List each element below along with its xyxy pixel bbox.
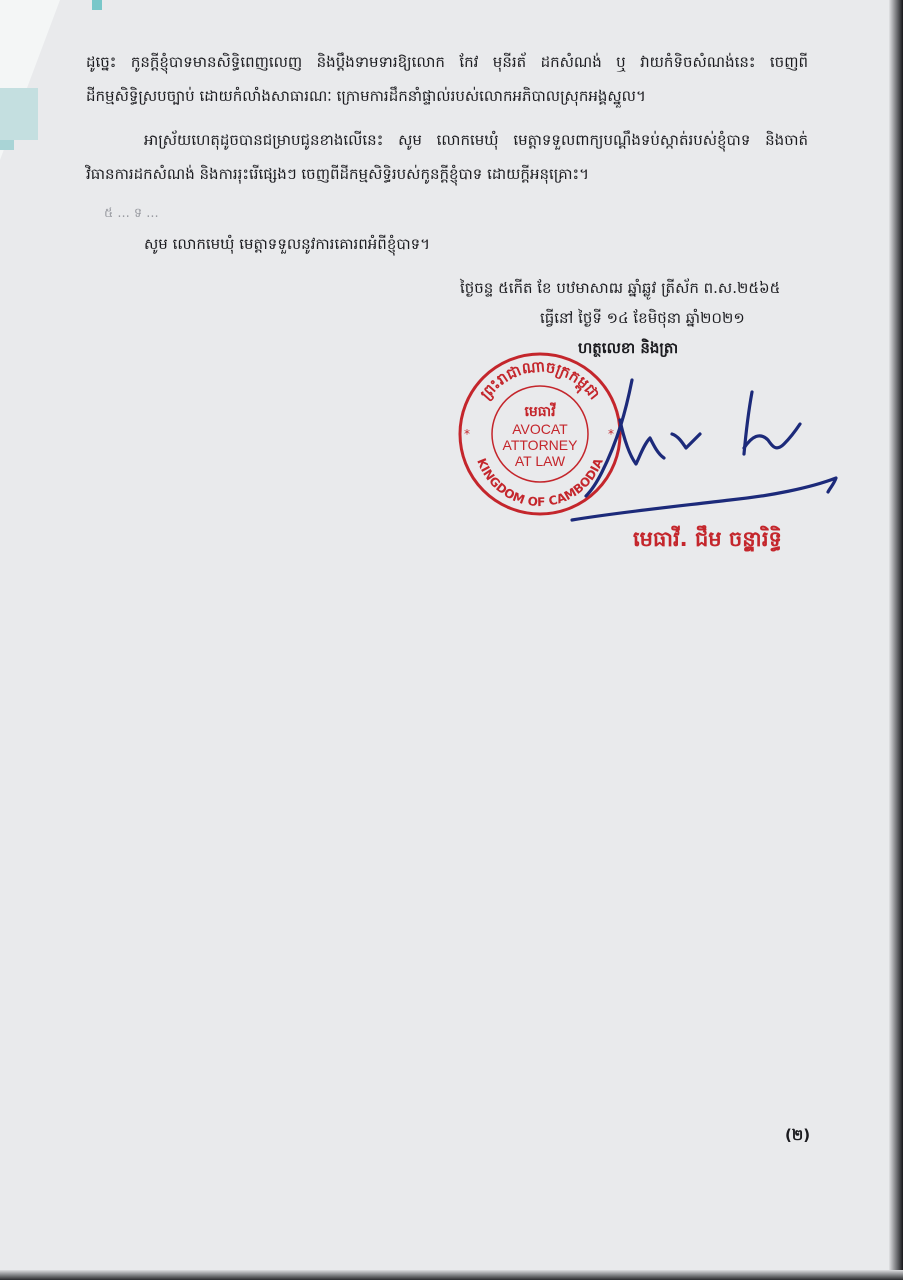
scan-edge-bottom [0, 1270, 903, 1280]
stamp-line-1: AVOCAT [512, 421, 568, 437]
page-number: (២) [785, 1126, 811, 1144]
paragraph-2-line-1: អាស្រ័យហេតុដូចបានជម្រាបជូនខាងលើនេះ សូម លោកមេឃុំ មេត្តាទទួលពាក្យបណ្តឹងទប់ស្កាត់របស់ខ្ញុំបាទ និងចាត់ [144, 131, 808, 149]
scan-edge-right [889, 0, 903, 1280]
handwritten-signature [540, 360, 850, 540]
signer-name: មេធាវី. ជឹម ចន្ទ្តារិទ្ធិ [633, 527, 782, 551]
stamp-khmer-title: មេធាវី [524, 404, 556, 420]
stamp-top-arc-text: ព្រះរាជាណាចក្រកម្ពុជា [476, 357, 604, 404]
paragraph-1-line-1: ដូច្នេះ កូនក្តីខ្ញុំបាទមានសិទ្ធិពេញលេញ និងប្តឹងទាមទារឱ្យលោក កែវ មុនីរត័ ដកសំណង់ ឬ វាយកំទិចសំណង់នេះ ចេញពី [86, 53, 808, 71]
scan-artifact [0, 140, 14, 150]
lunar-date: ថ្ងៃចន្ទ ៥កើត ខែ បឋមាសាឍ ឆ្នាំឆ្លូវ ត្រីស័ក ព.ស.២៥៦៥ [460, 279, 781, 297]
stamp-star-left: * [464, 427, 470, 441]
stamp-line-2: ATTORNEY [502, 437, 578, 453]
stamp-bottom-arc-text: KINGDOM OF CAMBODIA [474, 456, 606, 510]
stamp-line-3: AT LAW [514, 453, 566, 469]
scan-artifact [92, 0, 102, 10]
paragraph-1-line-2: ដីកម្មសិទ្ធិស្របច្បាប់ ដោយកំលាំងសាធារណៈ ក្រោមការដឹកនាំផ្ទាល់របស់លោកអភិបាលស្រុកអង្គស្នួល។ [86, 87, 646, 105]
stamp-star-right: * [608, 427, 614, 441]
signature-label: ហត្ថលេខា និងត្រា [578, 339, 679, 357]
faded-marks: ៥ ... ទ ... [104, 206, 159, 221]
paragraph-2-line-2: វិធានការដកសំណង់ និងការរុះរើផ្សេងៗ ចេញពីដីកម្មសិទ្ធិរបស់កូនក្តីខ្ញុំបាទ ដោយក្តីអនុគ្រោះ។ [86, 165, 589, 183]
closing-line: សូម លោកមេឃុំ មេត្តាទទួលនូវការគោរពអំពីខ្ញុំបាទ។ [144, 235, 431, 253]
solar-date: ធ្វើនៅ ថ្ងៃទី ១៤ ខែមិថុនា ឆ្នាំ២០២១ [540, 309, 745, 327]
scan-artifact [0, 88, 38, 140]
